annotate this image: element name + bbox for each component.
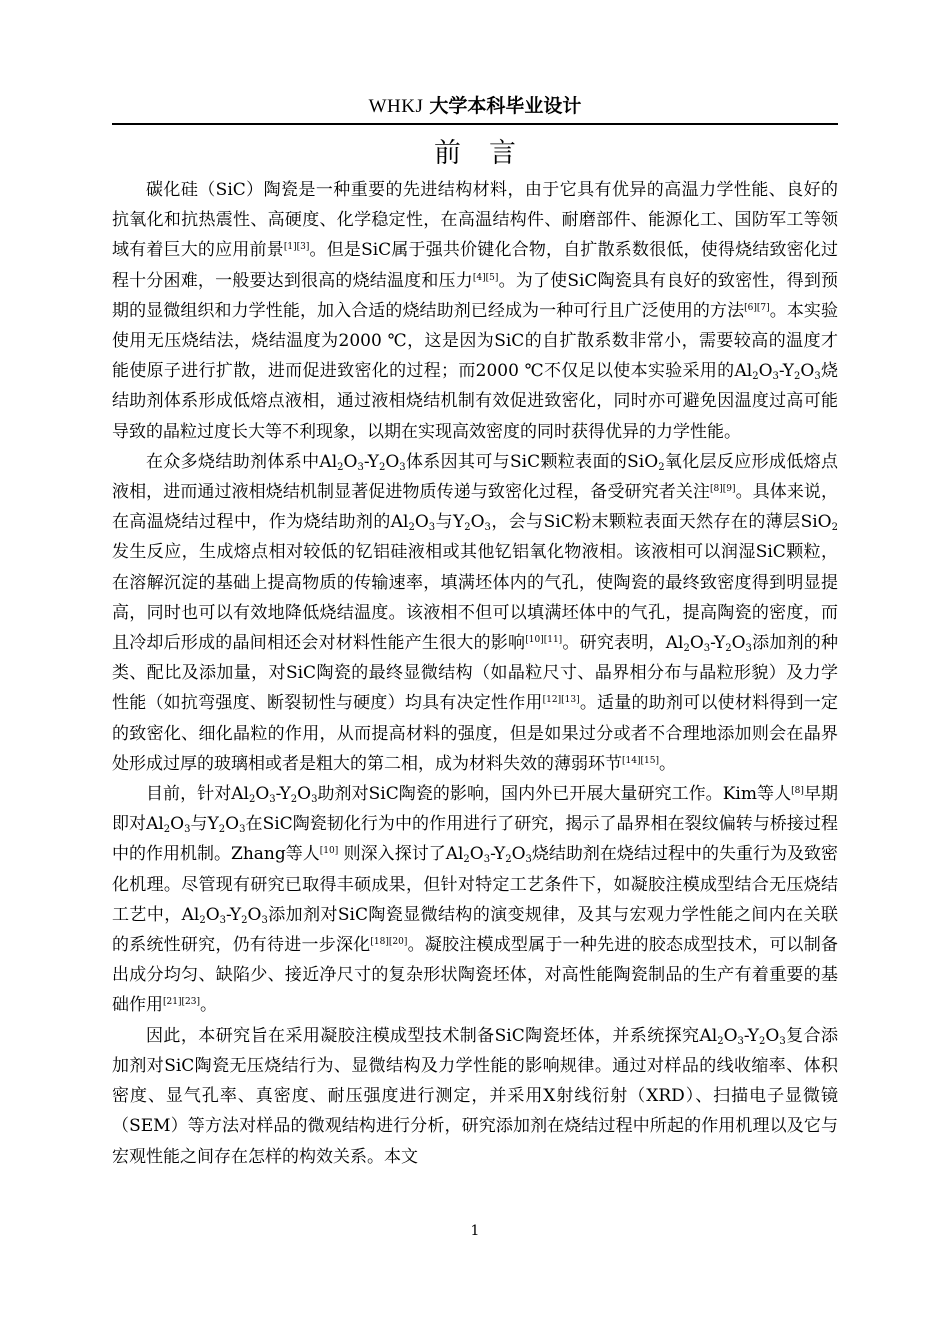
text-run: -Y bbox=[710, 633, 726, 654]
subscript: 3 bbox=[311, 794, 318, 806]
text-run: -Y bbox=[743, 1025, 760, 1046]
text-run: ，会与SiC粉末颗粒表面天然存在的薄层SiO bbox=[490, 512, 832, 533]
paragraph-2 bbox=[112, 447, 838, 779]
subscript: 3 bbox=[219, 914, 227, 926]
text-run: O bbox=[247, 904, 262, 925]
subscript: 3 bbox=[779, 1035, 786, 1047]
text-run: O bbox=[758, 361, 773, 382]
subscript: 2 bbox=[337, 461, 344, 473]
text-run: 。但是SiC属于强共价键化合物，自扩散系数很低，使得烧结致密化过程十分困难，一般要达到很高的烧结温度和压力 bbox=[112, 240, 839, 291]
subscript: 3 bbox=[484, 522, 491, 534]
text-run: -Y bbox=[275, 784, 291, 805]
subscript: 3 bbox=[357, 461, 364, 473]
text-run: O bbox=[225, 814, 240, 835]
subscript: 2 bbox=[658, 461, 665, 473]
text-run: O bbox=[343, 451, 358, 472]
text-run: 在众多烧结助剂体系中Al bbox=[146, 451, 338, 472]
subscript: 3 bbox=[184, 824, 191, 836]
subscript: 3 bbox=[737, 1035, 744, 1047]
text-run: O bbox=[385, 451, 400, 472]
text-run: 。适量的助剂可以使材料得到一定的致密化、细化晶粒的作用，从而提高材料的强度，但是如果过分或者不合理地添加则会在晶界处形成过厚的玻璃相或者是粗大的第二相，成为材料失效的薄弱环节 bbox=[112, 693, 839, 774]
text-run: 添加剂的种类、配比及添加量，对SiC陶瓷的最终显微结构（如晶粒尺寸、晶界相分布与晶粒形貌）及力学性能（如抗弯强度、断裂韧性与硬度）均具有决定性作用 bbox=[112, 633, 839, 714]
text-run: 氧化层反应形成低熔点液相，进而通过液相烧结机制显著促进物质传递与致密化过程，备受研究者关注 bbox=[112, 451, 838, 503]
subscript: 2 bbox=[241, 914, 248, 926]
text-run: 则深入探讨了Al bbox=[338, 844, 464, 865]
text-run: 。凝胶注模成型属于一种先进的胶态成型技术，可以制备出成分均匀、缺陷少、接近净尺寸的复杂形状陶瓷坯体，对高性能陶瓷制品的生产有着重要的基础作用 bbox=[112, 935, 839, 1016]
subscript: 2 bbox=[163, 824, 171, 836]
paragraph-4 bbox=[112, 1021, 838, 1172]
citation: [8] bbox=[791, 786, 804, 797]
citation: [21][23] bbox=[163, 997, 200, 1008]
citation: [8][9] bbox=[710, 484, 736, 495]
subscript: 2 bbox=[752, 371, 759, 383]
text-run: 发生反应，生成熔点相对较低的钇铝硅液相或其他钇铝氧化物液相。该液相可以润湿SiC颗粒，在溶解沉淀的基础上提高物质的传输速率，填满坯体内的气孔，使陶瓷的最终致密度得到明显提高，同时也可以有效地降低烧结温度。该液相不但可以填满坯体中的气孔，提高陶瓷的密度，而且冷却后形成的晶间相还会对材料性能产生很大的影响 bbox=[112, 542, 838, 654]
subscript: 2 bbox=[683, 643, 690, 655]
subscript: 3 bbox=[525, 854, 532, 866]
text-run: -Y bbox=[490, 844, 506, 865]
subscript: 2 bbox=[759, 1035, 766, 1047]
document-body bbox=[112, 175, 838, 1172]
citation: [12][13] bbox=[542, 695, 580, 706]
header-rule bbox=[112, 123, 838, 125]
subscript: 3 bbox=[261, 914, 268, 926]
subscript: 3 bbox=[399, 461, 406, 473]
subscript: 3 bbox=[772, 371, 779, 383]
subscript: 3 bbox=[483, 854, 491, 866]
citation: [6][7] bbox=[744, 302, 770, 313]
citation: [10] bbox=[319, 846, 339, 857]
text-run: O bbox=[723, 1025, 738, 1046]
subscript: 3 bbox=[814, 371, 821, 383]
text-run: O bbox=[297, 784, 312, 805]
subscript: 2 bbox=[199, 914, 206, 926]
paragraph-3 bbox=[112, 779, 838, 1021]
subscript: 2 bbox=[831, 522, 838, 534]
text-run: 。 bbox=[199, 995, 217, 1016]
text-run: 在SiC陶瓷韧化行为中的作用进行了研究，揭示了晶界相在裂纹偏转与桥接过程中的作用机制。Zhang等人 bbox=[112, 814, 838, 865]
subscript: 3 bbox=[745, 643, 752, 655]
subscript: 2 bbox=[290, 794, 298, 806]
header-title: 大学本科毕业设计 bbox=[429, 95, 582, 117]
text-run: O bbox=[689, 633, 704, 654]
text-run: O bbox=[469, 844, 484, 865]
text-run: 烧结助剂在烧结过程中的失重行为及致密化机理。尽管现有研究已取得丰硕成果，但针对特定工艺条件下，如凝胶注模成型结合无压烧结工艺中，Al bbox=[112, 844, 838, 925]
text-run: O bbox=[731, 633, 746, 654]
text-run: 烧结助剂体系形成低熔点液相，通过液相烧结机制有效促进致密化，同时亦可避免因温度过高可能导致的晶粒过度长大等不利现象，以期在实现高效密度的同时获得优异的力学性能。 bbox=[112, 361, 839, 442]
text-run: 。研究表明，Al bbox=[562, 633, 684, 654]
text-run: 。为了使SiC陶瓷具有良好的致密性，得到预期的显微组织和力学性能，加入合适的烧结助剂已经成为一种可行且广泛使用的方法 bbox=[112, 270, 838, 321]
citation: [4][5] bbox=[472, 272, 499, 283]
subscript: 2 bbox=[218, 824, 226, 836]
subscript: 3 bbox=[703, 643, 711, 655]
text-run: 复合添加剂对SiC陶瓷无压烧结行为、显微结构及力学性能的影响规律。通过对样品的线收缩率、体积密度、显气孔率、真密度、耐压强度进行测定，并采用X射线衍射（XRD）、扫描电子显微镜（SEM）等方法对样品的微观结构进行分析，研究添加剂在烧结过程中所起的作用机理以及它与宏观性能之间存在怎样的构效关系。本文 bbox=[112, 1025, 839, 1167]
subscript: 2 bbox=[725, 643, 732, 655]
page-number: 1 bbox=[470, 1223, 480, 1239]
text-run: 早期即对Al bbox=[112, 784, 838, 835]
subscript: 2 bbox=[463, 854, 470, 866]
subscript: 2 bbox=[794, 371, 801, 383]
text-run: -Y bbox=[778, 361, 794, 382]
citation: [14][15] bbox=[622, 755, 659, 766]
text-run: 与Y bbox=[435, 512, 465, 533]
text-run: O bbox=[800, 361, 815, 382]
text-run: 因此，本研究旨在采用凝胶注模成型技术制备SiC陶瓷坯体，并系统探究Al bbox=[146, 1025, 718, 1046]
subscript: 2 bbox=[248, 794, 256, 806]
header-code: WHKJ bbox=[368, 96, 424, 117]
text-run: -Y bbox=[226, 904, 242, 925]
text-run: 与Y bbox=[190, 814, 219, 835]
text-run: O bbox=[765, 1025, 780, 1046]
citation: [1][3] bbox=[283, 242, 310, 253]
citation: [10][11] bbox=[525, 635, 563, 646]
section-title: 前言 bbox=[434, 138, 544, 169]
text-run: 添加剂对SiC陶瓷显微结构的演变规律，及其与宏观力学性能之间内在关联的系统性研究，仍有待进一步深化 bbox=[112, 904, 839, 956]
citation: [18][20] bbox=[370, 937, 408, 948]
subscript: 2 bbox=[378, 461, 386, 473]
text-run: 碳化硅（SiC）陶瓷是一种重要的先进结构材料，由于它具有优异的高温力学性能、良好的抗氧化和抗热震性、高硬度、化学稳定性，在高温结构件、耐磨部件、能源化工、国防军工等领域有着巨大的应用前景 bbox=[112, 180, 838, 261]
subscript: 3 bbox=[428, 522, 436, 534]
subscript: 2 bbox=[505, 854, 512, 866]
page-header bbox=[112, 92, 838, 122]
subscript: 3 bbox=[269, 794, 276, 806]
subscript: 2 bbox=[464, 522, 471, 534]
text-run: 目前，针对Al bbox=[146, 784, 249, 805]
text-run: O bbox=[205, 904, 220, 925]
text-run: O bbox=[255, 784, 270, 805]
text-run: O bbox=[170, 814, 185, 835]
text-run: 助剂对SiC陶瓷的影响，国内外已开展大量研究工作。Kim等人 bbox=[317, 784, 792, 805]
text-run: O bbox=[414, 512, 429, 533]
text-run: 。具体来说，在高温烧结过程中，作为烧结助剂的Al bbox=[112, 482, 839, 533]
text-run: O bbox=[470, 512, 485, 533]
text-run: -Y bbox=[363, 451, 379, 472]
text-run: 体系因其可与SiC颗粒表面的SiO bbox=[405, 451, 659, 472]
paragraph-1 bbox=[112, 175, 838, 447]
text-run: 。 bbox=[658, 753, 676, 774]
subscript: 2 bbox=[408, 522, 415, 534]
subscript: 2 bbox=[717, 1035, 724, 1047]
text-run: O bbox=[511, 844, 526, 865]
subscript: 3 bbox=[239, 824, 246, 836]
text-run: 。本实验使用无压烧结法，烧结温度为2000 ℃，这是因为SiC的自扩散系数非常小，需要较高的温度才能使原子进行扩散，进而促进致密化的过程；而2000 ℃不仅足以使本实验采用的Al bbox=[112, 300, 839, 382]
